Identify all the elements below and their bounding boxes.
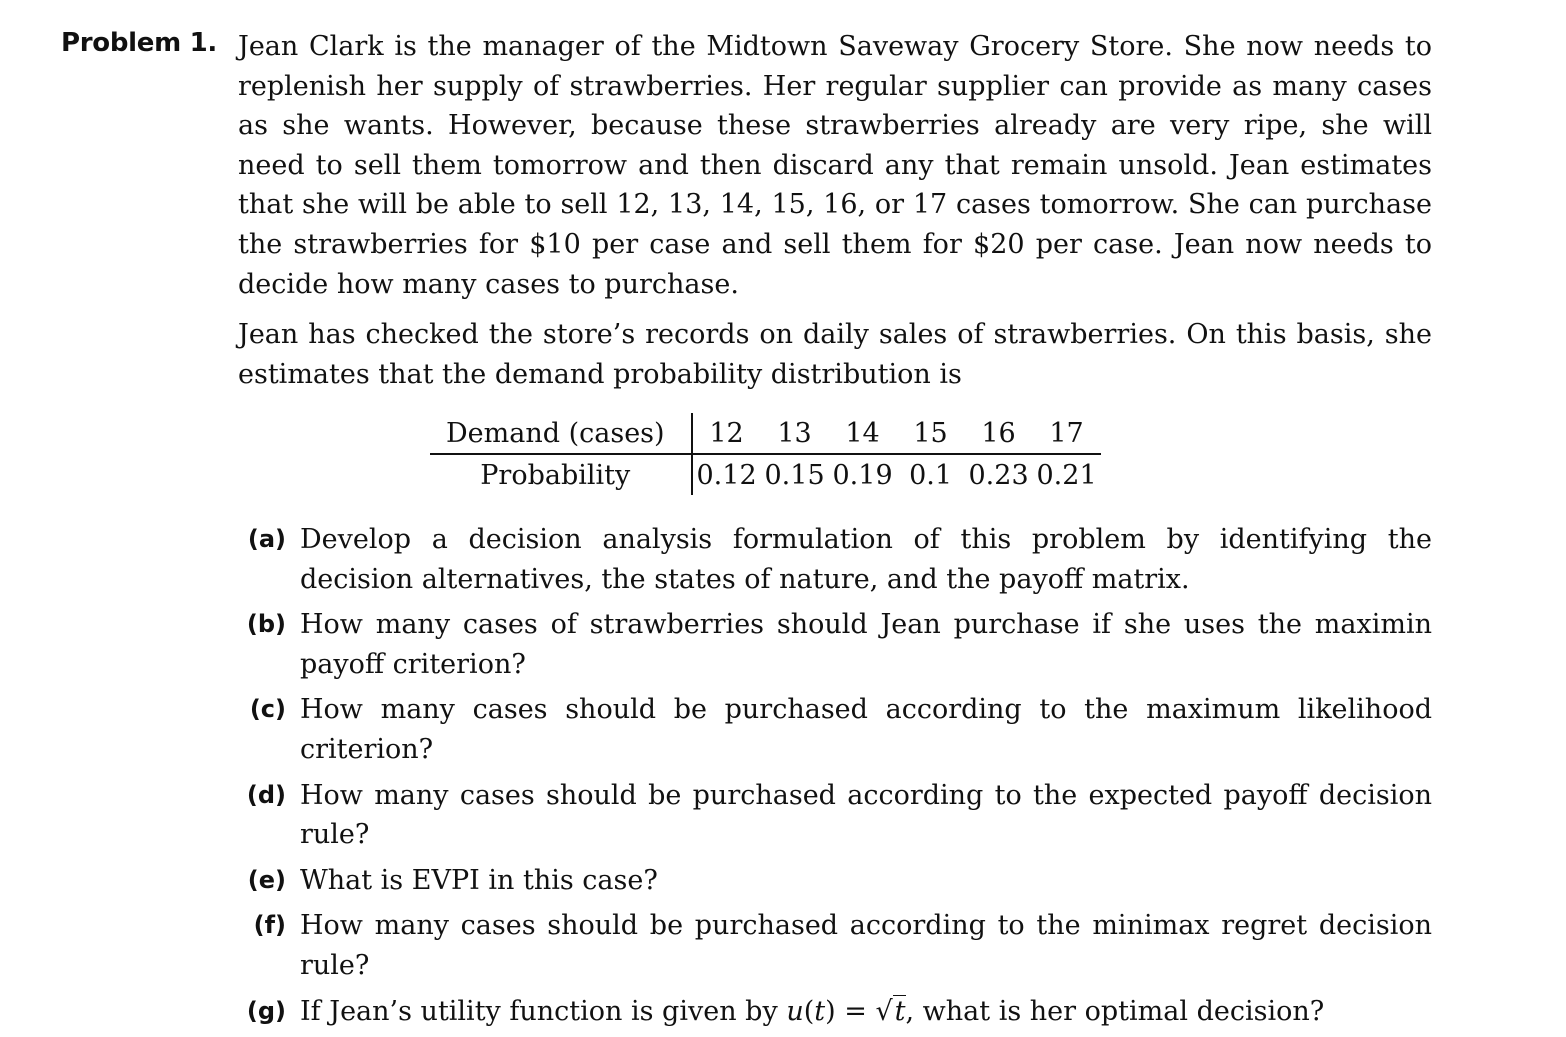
square-root-expression: √t (875, 995, 906, 1027)
table-cell: 12 (692, 413, 761, 454)
question-text (300, 992, 1432, 1032)
row-label-probability: Probability (430, 454, 692, 495)
question-text: Develop a decision analysis formulation of this problem by identifying the decision alternatives, the states of nature, and the payoff matrix. (300, 524, 1432, 595)
demand-probability-table (430, 413, 1101, 495)
math-open-paren: ( (803, 995, 815, 1027)
question-g (238, 992, 1432, 1032)
table-cell: 0.1 (909, 459, 953, 491)
problem-label: Problem 1. (61, 28, 218, 58)
question-text: How many cases should be purchased according to the minimax regret decision rule? (300, 910, 1432, 981)
question-text-after: , what is her optimal decision? (905, 995, 1325, 1027)
table-cell: 0.15 (764, 459, 825, 491)
question-a (238, 520, 1432, 599)
question-f (238, 906, 1432, 985)
table-cell: 13 (761, 413, 829, 454)
table-cell: 0.12 (696, 459, 757, 491)
question-letter: (c) (249, 695, 286, 724)
question-letter: (e) (247, 865, 286, 894)
utility-function-name: u (786, 995, 804, 1027)
table-row-demand (430, 413, 1101, 454)
table-row-probability (430, 454, 1101, 495)
question-e (238, 861, 1432, 901)
question-letter: (g) (246, 996, 286, 1025)
question-text: How many cases should be purchased according to the maximum likelihood criterion? (300, 694, 1432, 765)
table-cell: 15 (897, 413, 965, 454)
question-list (238, 520, 1432, 1037)
question-text-before: If Jean’s utility function is given by (300, 995, 787, 1027)
question-c (238, 690, 1432, 769)
question-letter: (f) (253, 911, 286, 940)
question-text: How many cases of strawberries should Jean purchase if she uses the maximin payoff criterion? (300, 609, 1432, 680)
records-paragraph-block (238, 315, 1432, 394)
question-letter: (b) (246, 610, 286, 639)
table-cell: 16 (965, 413, 1033, 454)
table-cell: 0.23 (968, 459, 1029, 491)
question-b (238, 605, 1432, 684)
question-d (238, 776, 1432, 855)
question-letter: (a) (247, 525, 286, 553)
table-cell: 17 (1033, 413, 1101, 454)
records-paragraph: Jean has checked the store’s records on daily sales of strawberries. On this basis, she estimates that the demand probability distribution is (238, 319, 1432, 390)
question-text: How many cases should be purchased according to the expected payoff decision rule? (300, 779, 1432, 851)
question-letter: (d) (246, 780, 286, 809)
sqrt-argument: t (894, 995, 906, 1027)
math-close-equals: ) = (825, 995, 876, 1027)
table-cell: 14 (829, 413, 897, 454)
question-text: What is EVPI in this case? (300, 864, 658, 896)
table-cell: 0.21 (1036, 459, 1097, 491)
intro-paragraph: Jean Clark is the manager of the Midtown Saveway Grocery Store. She now needs to replenish her supply of strawberries. Her regular supplier can provide as many cases as she wants. However, because these strawberries already are very ripe, she will need to sell them tomorrow and then discard any that remain unsold. Jean estimates that she will be able to sell 12, 13, 14, 15, 16, or 17 cases tomorrow. She can purchase the strawberries for $10 per case and sell them for $20 per case. Jean now needs to decide how many cases to purchase. (238, 31, 1432, 300)
intro-paragraph-block (238, 27, 1432, 304)
row-label-demand: Demand (cases) (430, 413, 692, 454)
table-cell: 0.19 (832, 459, 893, 491)
utility-variable: t (814, 995, 826, 1027)
